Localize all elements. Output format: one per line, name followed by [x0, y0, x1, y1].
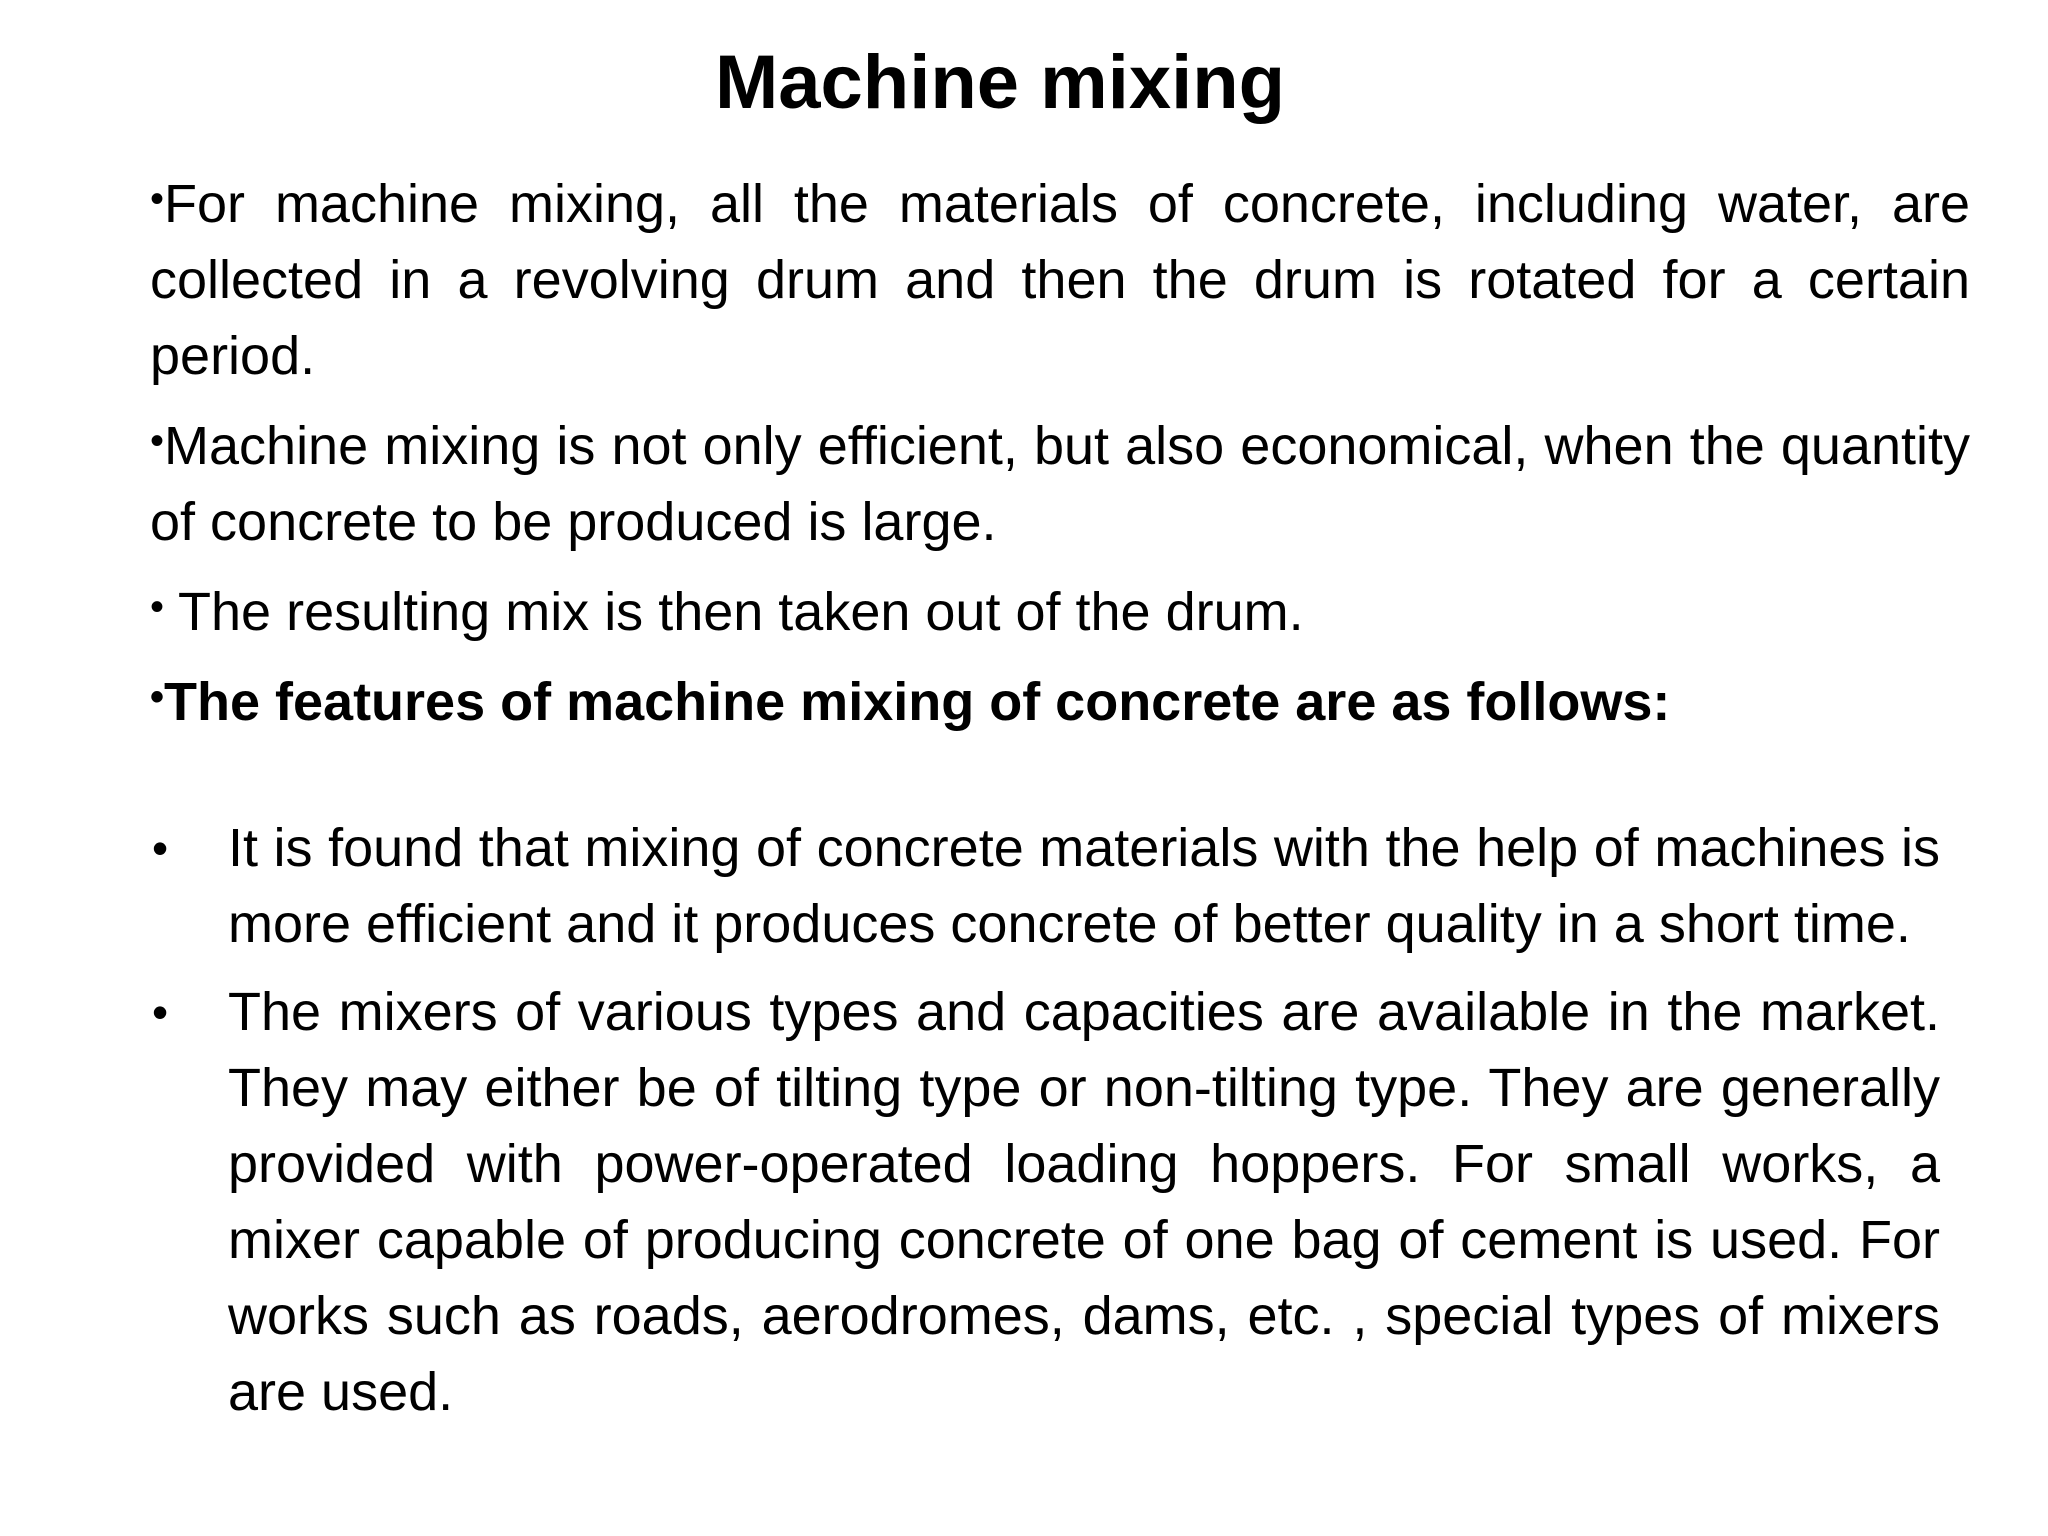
feature-text: It is found that mixing of concrete materials with the help of machines is more efficient and it produces concrete of better quality in a short time. [228, 818, 1940, 954]
slide-title: Machine mixing [714, 40, 1286, 125]
bullet-text: Machine mixing is not only efficient, but also economical, when the quantity of concrete to be produced is large. [150, 416, 1970, 552]
feature-item [150, 974, 1940, 1430]
top-bullet-list [150, 166, 1970, 754]
bullet-text: For machine mixing, all the materials of concrete, including water, are collected in a revolving drum and then the drum is rotated for a certain period. [150, 174, 1970, 386]
bullet-glyph: • [150, 675, 165, 719]
feature-item [150, 810, 1940, 962]
bullet-item [150, 574, 1970, 650]
bullet-item [150, 408, 1970, 560]
bullet-glyph: • [152, 822, 169, 874]
bullet-glyph: • [150, 177, 165, 221]
bullet-text: The resulting mix is then taken out of the drum. [164, 582, 1304, 642]
bullet-text: The features of machine mixing of concrete are as follows: [164, 672, 1671, 732]
bullet-glyph: • [150, 585, 165, 629]
bullet-item-heading [150, 664, 1970, 740]
bullet-glyph: • [150, 419, 165, 463]
feature-bullet-list [150, 810, 1940, 1442]
bullet-item [150, 166, 1970, 394]
bullet-glyph: • [152, 986, 169, 1038]
feature-text: The mixers of various types and capacities are available in the market. They may either be of tilting type or non-tilting type. They are generally provided with power-operated loading hoppers. For small works, a mixer capable of producing concrete of one bag of cement is used. For works such as roads, aerodromes, dams, etc. , special types of mixers are used. [228, 982, 1940, 1422]
